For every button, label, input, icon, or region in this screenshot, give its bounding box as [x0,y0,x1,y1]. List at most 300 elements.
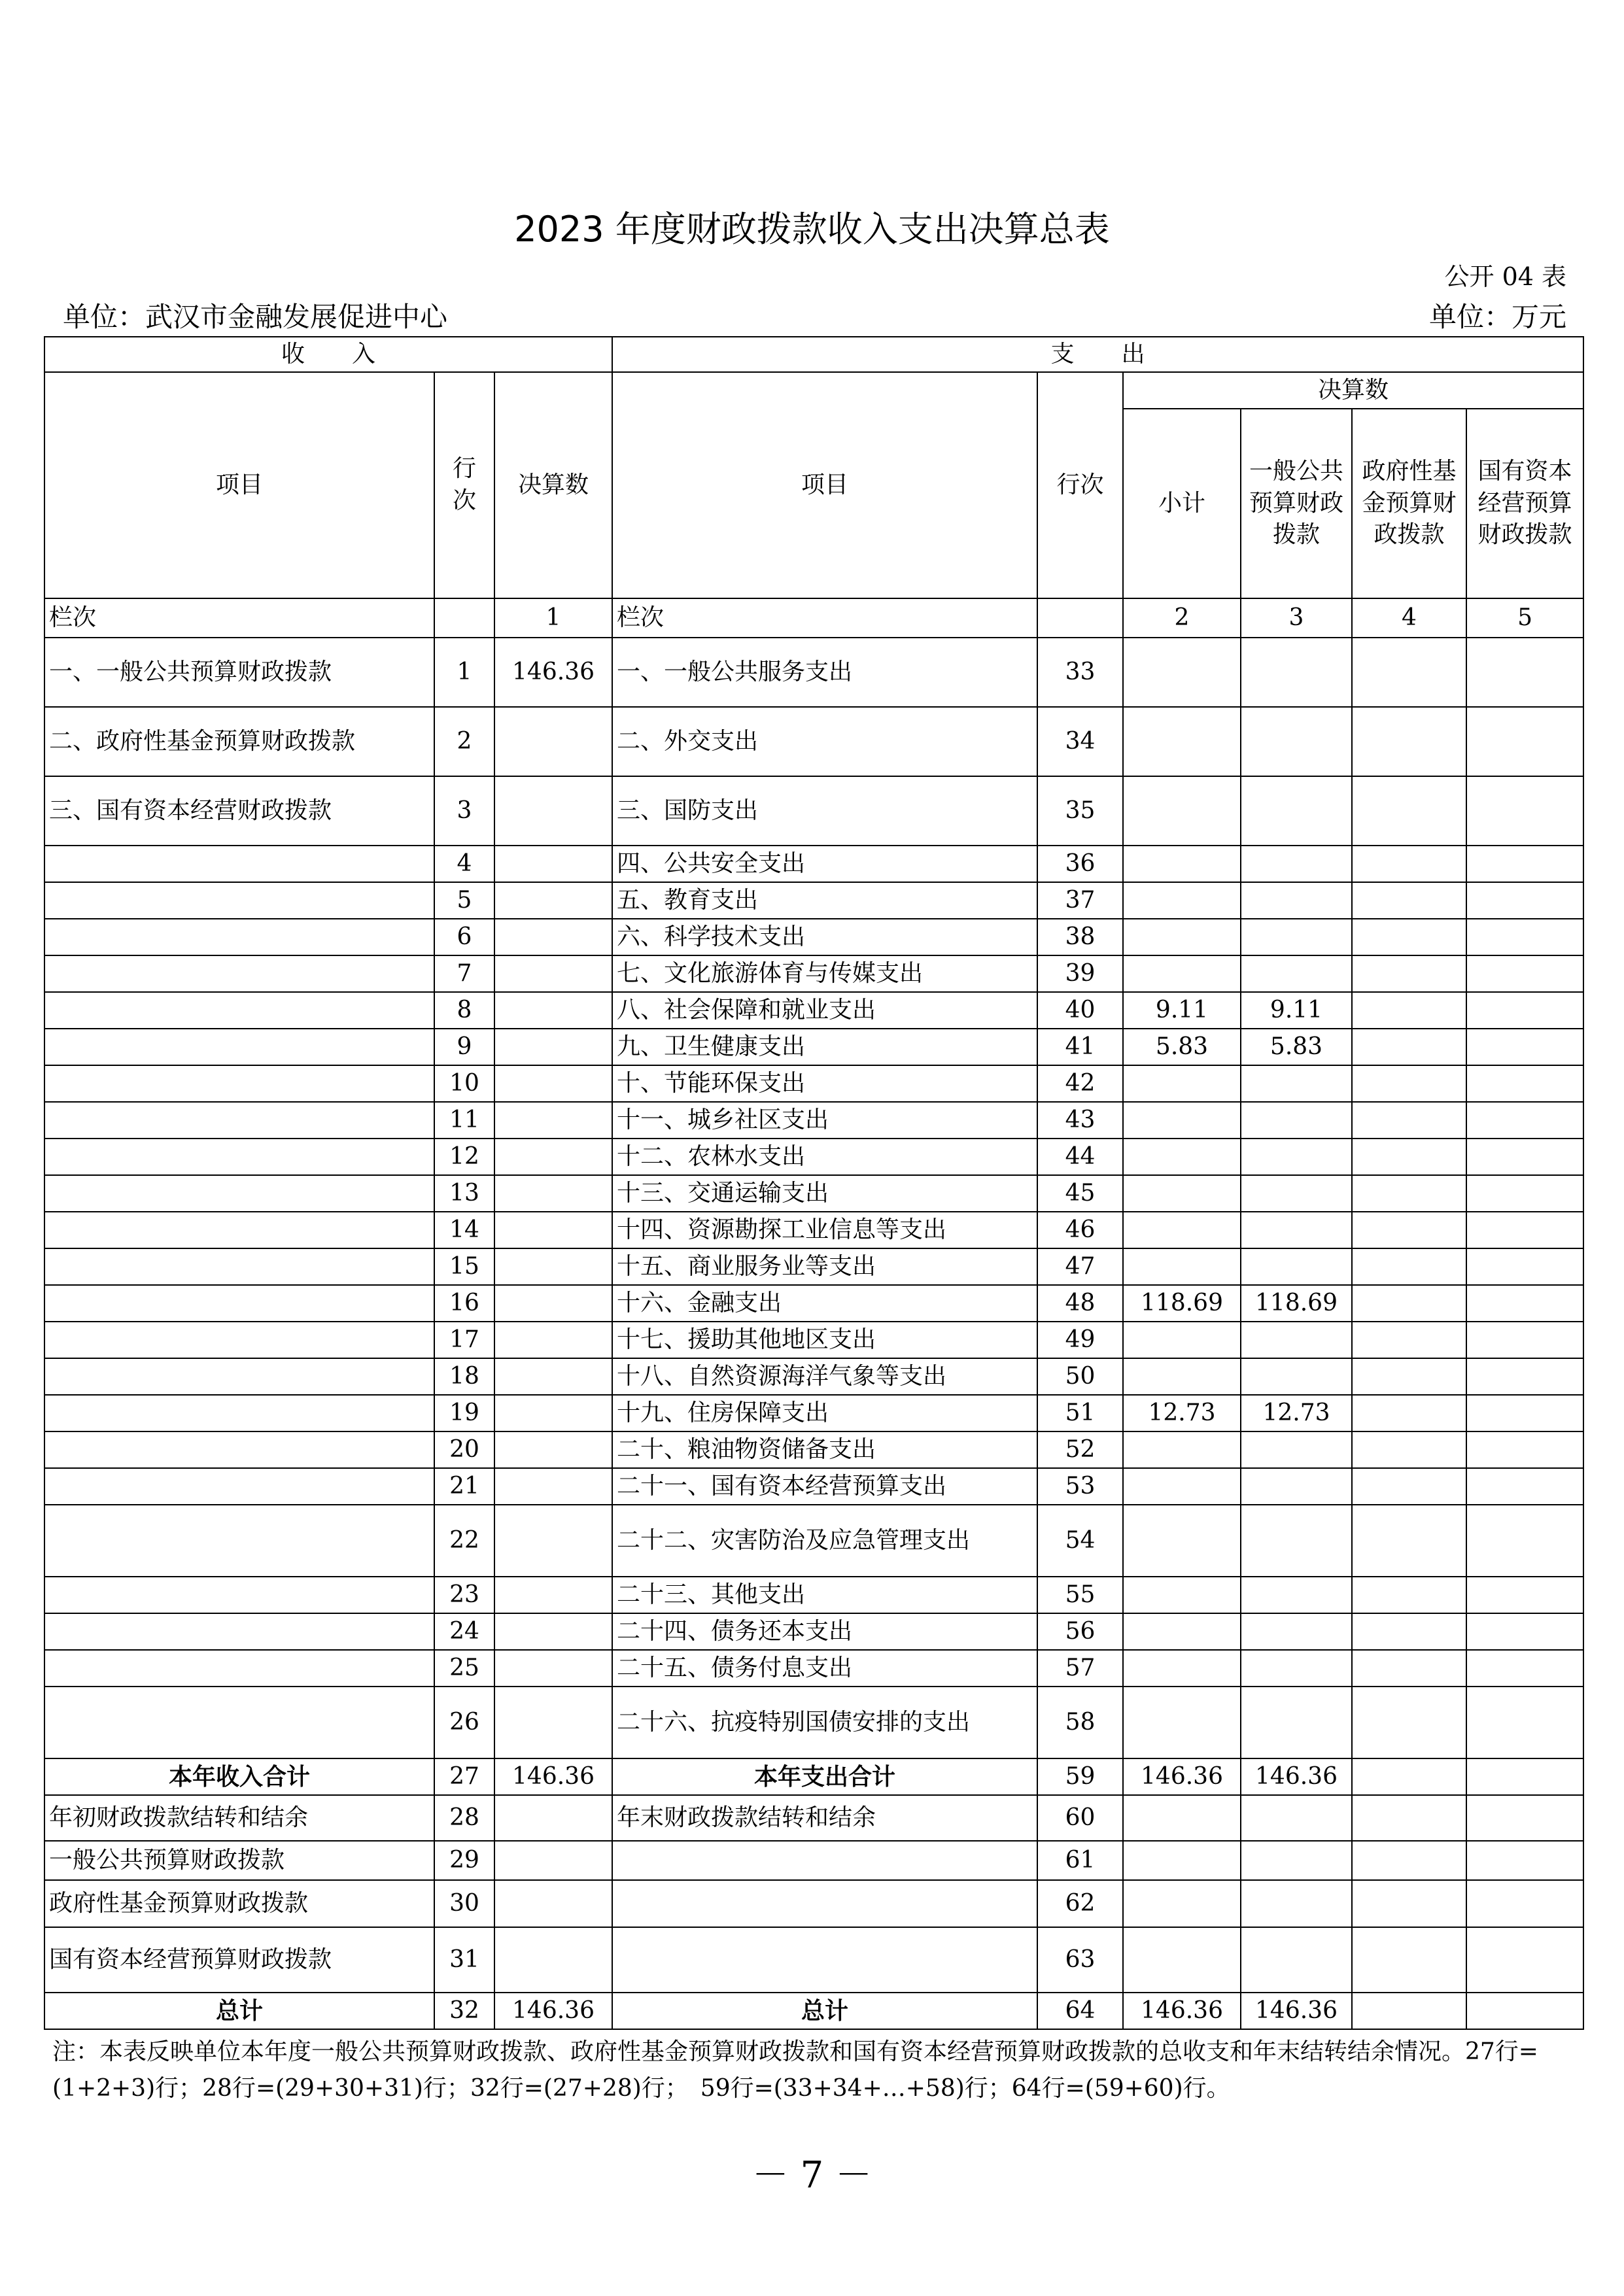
expense-general-budget-cell [1241,1102,1352,1139]
table-row [44,919,1583,955]
expense-subtotal-cell [1123,1139,1241,1175]
income-amount-cell [494,882,612,919]
income-item-cell: 一、一般公共预算财政拨款 [44,638,434,707]
expense-item-cell: 十九、住房保障支出 [612,1395,1037,1431]
expense-general-budget-cell [1241,707,1352,776]
income-line-cell: 21 [434,1468,494,1505]
income-item-cell [44,1322,434,1358]
final-amount-header: 决算数 [1123,372,1583,409]
expense-line-cell: 52 [1037,1431,1123,1468]
income-line-cell: 9 [434,1029,494,1065]
income-line-cell: 6 [434,919,494,955]
expense-subtotal-cell [1123,1841,1241,1880]
expense-item-cell: 二十四、债务还本支出 [612,1613,1037,1650]
expense-line-cell: 45 [1037,1175,1123,1212]
income-amount-cell [494,1577,612,1613]
table-row [44,1758,1583,1795]
income-amount-cell [494,776,612,846]
expense-fund-budget-cell [1352,1841,1466,1880]
expense-item-cell: 五、教育支出 [612,882,1037,919]
expense-item-cell: 八、社会保障和就业支出 [612,992,1037,1029]
expense-state-capital-cell [1466,1358,1583,1395]
expense-item-cell: 六、科学技术支出 [612,919,1037,955]
table-row [44,1880,1583,1927]
column-index-label: 栏次 [44,598,434,638]
income-item-cell [44,1577,434,1613]
income-amount-cell [494,1065,612,1102]
table-row [44,1468,1583,1505]
income-item-cell: 年初财政拨款结转和结余 [44,1795,434,1841]
income-line-cell: 17 [434,1322,494,1358]
table-row [44,992,1583,1029]
expense-general-budget-cell [1241,1795,1352,1841]
expense-state-capital-cell [1466,1841,1583,1880]
table-row [44,1395,1583,1431]
expense-state-capital-cell [1466,1505,1583,1577]
expense-subtotal-cell [1123,1102,1241,1139]
expense-general-budget-cell [1241,638,1352,707]
column-index-1: 1 [494,598,612,638]
expense-subtotal-cell [1123,955,1241,992]
expense-item-cell: 十六、金融支出 [612,1285,1037,1322]
expense-fund-budget-cell [1352,955,1466,992]
income-amount-cell [494,1248,612,1285]
page-title: 2023 年度财政拨款收入支出决算总表 [514,209,1110,250]
expense-line-cell: 62 [1037,1880,1123,1927]
expense-fund-budget-cell [1352,1758,1466,1795]
income-item-cell [44,1650,434,1687]
income-line-cell: 27 [434,1758,494,1795]
income-line-cell: 26 [434,1687,494,1758]
income-amount-cell [494,1468,612,1505]
income-amount-cell [494,1285,612,1322]
expense-state-capital-cell [1466,1880,1583,1927]
income-line-cell: 20 [434,1431,494,1468]
income-line-cell: 11 [434,1102,494,1139]
income-amount-cell [494,1505,612,1577]
income-item-cell: 政府性基金预算财政拨款 [44,1880,434,1927]
expense-item-header: 项目 [612,372,1037,598]
table-row [44,1577,1583,1613]
income-item-cell [44,1065,434,1102]
expense-state-capital-cell [1466,1927,1583,1993]
expense-item-cell: 总计 [612,1993,1037,2029]
expense-fund-budget-cell [1352,1395,1466,1431]
expense-item-cell: 二十六、抗疫特别国债安排的支出 [612,1687,1037,1758]
table-row [44,1248,1583,1285]
expense-subtotal-cell [1123,1212,1241,1248]
expense-fund-budget-cell [1352,1650,1466,1687]
expense-item-cell: 七、文化旅游体育与传媒支出 [612,955,1037,992]
income-item-cell: 三、国有资本经营财政拨款 [44,776,434,846]
income-item-cell [44,1248,434,1285]
expense-state-capital-cell [1466,1395,1583,1431]
expense-subtotal-cell [1123,776,1241,846]
expense-line-cell: 48 [1037,1285,1123,1322]
expense-subtotal-cell: 146.36 [1123,1758,1241,1795]
expense-fund-budget-cell [1352,1795,1466,1841]
expense-general-budget-cell: 12.73 [1241,1395,1352,1431]
table-row [44,1102,1583,1139]
expense-item-cell: 二、外交支出 [612,707,1037,776]
table-row [44,1927,1583,1993]
expense-item-cell: 一、一般公共服务支出 [612,638,1037,707]
table-row [44,882,1583,919]
income-amount-cell [494,1613,612,1650]
column-index-5: 5 [1466,598,1583,638]
expense-state-capital-cell [1466,638,1583,707]
income-line-cell: 19 [434,1395,494,1431]
expense-general-budget-cell [1241,1650,1352,1687]
income-line-cell: 4 [434,846,494,882]
income-item-header: 项目 [44,372,434,598]
income-line-cell: 7 [434,955,494,992]
table-row [44,1841,1583,1880]
income-line-cell: 32 [434,1993,494,2029]
form-code: 公开 04 表 [1444,262,1566,291]
income-item-cell: 本年收入合计 [44,1758,434,1795]
expense-state-capital-cell [1466,1212,1583,1248]
income-amount-cell [494,1358,612,1395]
income-amount-cell: 146.36 [494,1758,612,1795]
income-amount-cell [494,955,612,992]
income-item-cell [44,846,434,882]
table-row [44,846,1583,882]
table-row [44,1687,1583,1758]
income-line-cell: 29 [434,1841,494,1880]
expense-fund-budget-cell [1352,1175,1466,1212]
general-budget-header-text: 一般公共预算财政拨款 [1249,458,1343,549]
expense-state-capital-cell [1466,955,1583,992]
expense-fund-budget-cell [1352,1505,1466,1577]
expense-line-cell: 43 [1037,1102,1123,1139]
income-amount-cell [494,1322,612,1358]
income-line-cell: 12 [434,1139,494,1175]
income-amount-cell [494,1029,612,1065]
income-item-cell [44,1468,434,1505]
expense-general-budget-cell: 146.36 [1241,1993,1352,2029]
expense-item-cell: 三、国防支出 [612,776,1037,846]
expense-line-cell: 59 [1037,1758,1123,1795]
income-line-cell: 5 [434,882,494,919]
expense-subtotal-cell [1123,1650,1241,1687]
income-line-cell: 31 [434,1927,494,1993]
expense-fund-budget-cell [1352,1993,1466,2029]
expense-general-budget-cell [1241,1468,1352,1505]
expense-fund-budget-cell [1352,1322,1466,1358]
expense-subtotal-cell [1123,1175,1241,1212]
state-capital-header-text: 国有资本经营预算财政拨款 [1477,458,1572,549]
unit-organization: 单位：武汉市金融发展促进中心 [63,301,448,333]
expense-subtotal-cell [1123,1065,1241,1102]
income-amount-cell [494,1927,612,1993]
expense-line-cell: 34 [1037,707,1123,776]
expense-general-budget-cell [1241,919,1352,955]
expense-fund-budget-cell [1352,707,1466,776]
expense-fund-budget-cell [1352,1285,1466,1322]
expense-line-cell: 60 [1037,1795,1123,1841]
expense-item-cell: 九、卫生健康支出 [612,1029,1037,1065]
income-item-cell [44,882,434,919]
income-line-cell: 16 [434,1285,494,1322]
table-row [44,1285,1583,1322]
income-line-cell: 30 [434,1880,494,1927]
income-line-cell: 28 [434,1795,494,1841]
income-amount-cell [494,1650,612,1687]
income-item-cell: 一般公共预算财政拨款 [44,1841,434,1880]
income-amount-cell: 146.36 [494,1993,612,2029]
income-item-cell [44,1431,434,1468]
expense-subtotal-cell [1123,638,1241,707]
expense-item-cell [612,1927,1037,1993]
income-amount-cell [494,992,612,1029]
expense-item-cell: 本年支出合计 [612,1758,1037,1795]
page-number: － 7 － [752,2154,872,2197]
expense-line-cell: 64 [1037,1993,1123,2029]
expense-line-cell: 49 [1037,1322,1123,1358]
income-item-cell: 二、政府性基金预算财政拨款 [44,707,434,776]
income-amount-cell [494,919,612,955]
expense-line-cell: 51 [1037,1395,1123,1431]
column-index-label-2: 栏次 [612,598,1037,638]
expense-subtotal-cell [1123,1431,1241,1468]
expense-general-budget-cell [1241,1431,1352,1468]
expense-state-capital-cell [1466,1285,1583,1322]
expense-general-budget-cell: 146.36 [1241,1758,1352,1795]
expense-state-capital-cell [1466,707,1583,776]
expense-subtotal-cell [1123,1248,1241,1285]
income-amount-cell: 146.36 [494,638,612,707]
expense-item-cell: 十一、城乡社区支出 [612,1102,1037,1139]
table-row [44,1029,1583,1065]
table-row [44,707,1583,776]
footnote: 注：本表反映单位本年度一般公共预算财政拨款、政府性基金预算财政拨款和国有资本经营预算财政拨款的总收支和年末结转结余情况。27行=(1+2+3)行；28行=(29+30+31)行；32行=(27+28)行； 59行=(33+34+…+58)行；64行=(59+60)行。 [52,2038,1538,2102]
expense-state-capital-cell [1466,1139,1583,1175]
expense-subtotal-cell [1123,1505,1241,1577]
expense-general-budget-cell [1241,1927,1352,1993]
expense-state-capital-cell [1466,1102,1583,1139]
expense-fund-budget-cell [1352,1468,1466,1505]
income-item-cell [44,1613,434,1650]
expense-fund-budget-cell [1352,1212,1466,1248]
expense-fund-budget-cell [1352,776,1466,846]
income-item-cell [44,919,434,955]
expense-line-cell: 61 [1037,1841,1123,1880]
expense-subtotal-cell [1123,1687,1241,1758]
subtotal-header: 小计 [1123,409,1241,598]
income-amount-cell [494,1175,612,1212]
expense-general-budget-cell [1241,1880,1352,1927]
expense-state-capital-cell [1466,1248,1583,1285]
income-item-cell [44,955,434,992]
state-capital-header [1466,409,1583,598]
unit-currency: 单位：万元 [1428,301,1566,333]
expense-line-cell: 57 [1037,1650,1123,1687]
expense-general-budget-cell [1241,1358,1352,1395]
expense-item-cell: 二十、粮油物资储备支出 [612,1431,1037,1468]
expense-general-budget-cell [1241,1577,1352,1613]
income-amount-cell [494,1431,612,1468]
expense-fund-budget-cell [1352,1577,1466,1613]
table-row [44,1613,1583,1650]
income-item-cell [44,1212,434,1248]
expense-fund-budget-cell [1352,1029,1466,1065]
expense-general-budget-cell [1241,1322,1352,1358]
expense-state-capital-cell [1466,1431,1583,1468]
expense-subtotal-cell [1123,1577,1241,1613]
table-row [44,1795,1583,1841]
expense-general-budget-cell [1241,1841,1352,1880]
income-item-cell [44,1395,434,1431]
expense-item-cell: 十五、商业服务业等支出 [612,1248,1037,1285]
expense-general-budget-cell [1241,776,1352,846]
income-item-cell [44,1285,434,1322]
expense-general-budget-cell [1241,1175,1352,1212]
expense-line-cell: 37 [1037,882,1123,919]
expense-general-budget-cell [1241,1687,1352,1758]
table-row [44,1175,1583,1212]
income-item-cell [44,992,434,1029]
column-index-4: 4 [1352,598,1466,638]
income-item-cell [44,1505,434,1577]
expense-header: 支 出 [612,337,1583,372]
income-line-cell: 22 [434,1505,494,1577]
expense-subtotal-cell [1123,1795,1241,1841]
expense-line-cell: 53 [1037,1468,1123,1505]
expense-line-cell: 47 [1037,1248,1123,1285]
income-line-cell: 25 [434,1650,494,1687]
expense-line-cell: 46 [1037,1212,1123,1248]
expense-subtotal-cell [1123,1613,1241,1650]
expense-fund-budget-cell [1352,1065,1466,1102]
expense-general-budget-cell [1241,1505,1352,1577]
expense-state-capital-cell [1466,1029,1583,1065]
expense-line-header: 行次 [1037,372,1123,598]
expense-general-budget-cell [1241,846,1352,882]
expense-line-cell: 58 [1037,1687,1123,1758]
expense-general-budget-cell: 9.11 [1241,992,1352,1029]
income-line-cell: 1 [434,638,494,707]
income-amount-cell [494,1102,612,1139]
income-line-cell: 24 [434,1613,494,1650]
column-index-3: 3 [1241,598,1352,638]
expense-state-capital-cell [1466,882,1583,919]
table-row [44,1358,1583,1395]
income-amount-cell [494,1841,612,1880]
fund-budget-header [1352,409,1466,598]
table-row [44,1212,1583,1248]
expense-item-cell: 十二、农林水支出 [612,1139,1037,1175]
expense-item-cell [612,1841,1037,1880]
expense-fund-budget-cell [1352,638,1466,707]
income-amount-cell [494,1880,612,1927]
expense-state-capital-cell [1466,1175,1583,1212]
expense-general-budget-cell [1241,1212,1352,1248]
expense-state-capital-cell [1466,992,1583,1029]
income-line-cell: 13 [434,1175,494,1212]
income-item-cell [44,1175,434,1212]
income-item-cell [44,1687,434,1758]
general-budget-header [1241,409,1352,598]
income-line-cell: 2 [434,707,494,776]
expense-fund-budget-cell [1352,1687,1466,1758]
expense-fund-budget-cell [1352,846,1466,882]
expense-subtotal-cell [1123,846,1241,882]
income-line-cell: 10 [434,1065,494,1102]
expense-item-cell: 二十五、债务付息支出 [612,1650,1037,1687]
income-line-cell: 8 [434,992,494,1029]
expense-subtotal-cell [1123,1358,1241,1395]
income-line-cell: 14 [434,1212,494,1248]
income-line-header [434,372,494,598]
expense-item-cell: 十、节能环保支出 [612,1065,1037,1102]
income-amount-cell [494,1795,612,1841]
income-header: 收 入 [44,337,612,372]
expense-item-cell: 十七、援助其他地区支出 [612,1322,1037,1358]
income-line-cell: 18 [434,1358,494,1395]
column-index-2: 2 [1123,598,1241,638]
table-row [44,1431,1583,1468]
expense-subtotal-cell [1123,882,1241,919]
expense-general-budget-cell: 118.69 [1241,1285,1352,1322]
income-amount-cell [494,1687,612,1758]
expense-state-capital-cell [1466,1687,1583,1758]
expense-fund-budget-cell [1352,1358,1466,1395]
expense-subtotal-cell [1123,1880,1241,1927]
expense-line-cell: 44 [1037,1139,1123,1175]
expense-subtotal-cell [1123,1468,1241,1505]
expense-fund-budget-cell [1352,1431,1466,1468]
expense-line-cell: 33 [1037,638,1123,707]
expense-item-cell [612,1880,1037,1927]
expense-subtotal-cell [1123,1927,1241,1993]
expense-item-cell: 十三、交通运输支出 [612,1175,1037,1212]
income-line-cell: 3 [434,776,494,846]
expense-state-capital-cell [1466,1650,1583,1687]
expense-item-cell: 四、公共安全支出 [612,846,1037,882]
expense-subtotal-cell: 12.73 [1123,1395,1241,1431]
expense-fund-budget-cell [1352,1880,1466,1927]
expense-general-budget-cell [1241,882,1352,919]
table-row [44,1322,1583,1358]
expense-state-capital-cell [1466,1993,1583,2029]
expense-item-cell: 二十三、其他支出 [612,1577,1037,1613]
income-amount-cell [494,1139,612,1175]
fund-budget-header-text: 政府性基金预算财政拨款 [1362,458,1457,549]
expense-line-cell: 56 [1037,1613,1123,1650]
expense-item-cell: 二十一、国有资本经营预算支出 [612,1468,1037,1505]
expense-line-cell: 35 [1037,776,1123,846]
expense-item-cell: 十八、自然资源海洋气象等支出 [612,1358,1037,1395]
income-item-cell [44,1102,434,1139]
expense-subtotal-cell: 9.11 [1123,992,1241,1029]
expense-state-capital-cell [1466,846,1583,882]
expense-state-capital-cell [1466,919,1583,955]
expense-fund-budget-cell [1352,1613,1466,1650]
table-row [44,1065,1583,1102]
income-line-header-text: 行次 [452,455,476,514]
expense-state-capital-cell [1466,1758,1583,1795]
expense-line-cell: 38 [1037,919,1123,955]
expense-subtotal-cell [1123,1322,1241,1358]
expense-line-cell: 39 [1037,955,1123,992]
expense-state-capital-cell [1466,1613,1583,1650]
table-row [44,776,1583,846]
expense-item-cell: 二十二、灾害防治及应急管理支出 [612,1505,1037,1577]
expense-general-budget-cell: 5.83 [1241,1029,1352,1065]
expense-fund-budget-cell [1352,992,1466,1029]
expense-line-cell: 36 [1037,846,1123,882]
